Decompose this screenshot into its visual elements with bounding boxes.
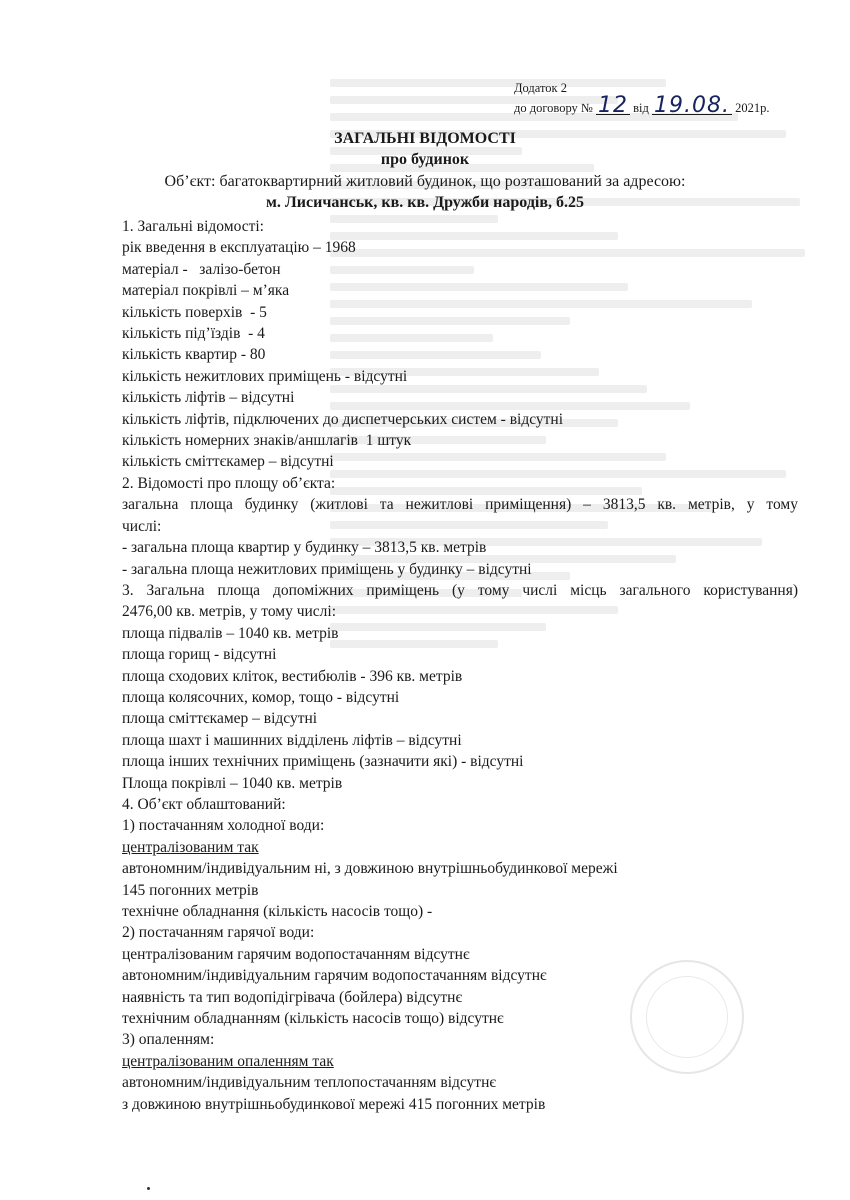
annex-header [514,80,769,117]
contract-date: 19.08. [654,93,730,118]
text-line: матеріал покрівлі – м’яка [122,282,290,300]
text-line: площа горищ - відсутні [122,646,277,664]
contract-from: від [633,101,649,115]
text-line: 1) постачанням холодної води: [122,817,325,835]
scan-speck [147,1187,150,1190]
text-line: кількість під’їздів - 4 [122,325,265,343]
text-line: кількість ліфтів – відсутні [122,389,295,407]
text-line: автономним/індивідуальним гарячим водопостачанням відсутнє [122,967,547,985]
text-line: 3) опаленням: [122,1031,215,1049]
text-line: 2476,00 кв. метрів, у тому числі: [122,603,337,621]
annex-label: Додаток 2 [514,81,567,95]
text-line: - загальна площа нежитлових приміщень у будинку – відсутні [122,560,532,578]
annex-contract-line [514,93,770,118]
section-heading: 3. Загальна площа допоміжних приміщень (у тому числі місць загального користування) [122,581,798,599]
text-line: кількість сміттєкамер – відсутні [122,453,334,471]
text-line: автономним/індивідуальним теплопостачанням відсутнє [122,1074,497,1092]
underlined-line: централізованим так [122,838,259,856]
text-line: матеріал - залізо-бетон [122,260,281,278]
text-line: з довжиною внутрішньобудинкової мережі 415 погонних метрів [122,1095,546,1113]
text-line: наявність та тип водопідігрівача (бойлера) відсутнє [122,988,463,1006]
text-line: площа підвалів – 1040 кв. метрів [122,624,339,642]
section-heading: 1. Загальні відомості: [122,218,264,235]
text-line: кількість поверхів - 5 [122,303,267,321]
document-title: ЗАГАЛЬНІ ВІДОМОСТІ [334,130,516,147]
text-line: площа сходових кліток, вестибюлів - 396 кв. метрів [122,667,463,685]
text-line: площа інших технічних приміщень (зазначити які) - відсутні [122,753,524,771]
text-line: технічним обладнанням (кількість насосів тощо) відсутнє [122,1010,504,1028]
contract-year: 2021р. [735,101,770,115]
text-line: 145 погонних метрів [122,881,259,899]
text-line: кількість квартир - 80 [122,346,266,364]
contract-number: 12 [598,93,628,118]
text-line: площа сміттєкамер – відсутні [122,710,318,728]
text-line: кількість ліфтів, підключених до диспетчерських систем - відсутні [122,410,564,428]
text-line: централізованим гарячим водопостачанням відсутнє [122,945,470,963]
document-body [122,216,798,1115]
object-address: м. Лисичанськ, кв. кв. Дружби народів, б.25 [265,194,585,211]
section-heading: 4. Об’єкт облаштований: [122,795,286,813]
text-line: кількість номерних знаків/аншлагів 1 штук [122,432,412,450]
text-line: - загальна площа квартир у будинку – 3813,5 кв. метрів [122,539,487,557]
text-line: автономним/індивідуальним ні, з довжиною внутрішньобудинкової мережі [122,860,618,878]
underlined-line: централізованим опаленням так [122,1052,334,1070]
text-line: площа колясочних, комор, тощо - відсутні [122,688,400,706]
object-description: Об’єкт: багатоквартирний житловий будинок, що розташований за адресою: [164,173,686,190]
text-line: технічне обладнання (кількість насосів тощо) - [122,903,433,920]
document-subtitle: про будинок [380,151,470,168]
text-line: рік введення в експлуатацію – 1968 [122,239,356,257]
text-line: 2) постачанням гарячої води: [122,924,315,942]
contract-prefix: до договору № [514,101,593,115]
text-line: кількість нежитлових приміщень - відсутні [122,367,408,385]
text-line: площа шахт і машинних відділень ліфтів – відсутні [122,731,462,749]
text-line: числі: [122,517,162,535]
text-line: Площа покрівлі – 1040 кв. метрів [122,774,343,792]
section-heading: 2. Відомості про площу об’єкта: [122,474,336,492]
text-line: загальна площа будинку (житлові та нежитлові приміщення) – 3813,5 кв. метрів, у тому [122,496,798,514]
